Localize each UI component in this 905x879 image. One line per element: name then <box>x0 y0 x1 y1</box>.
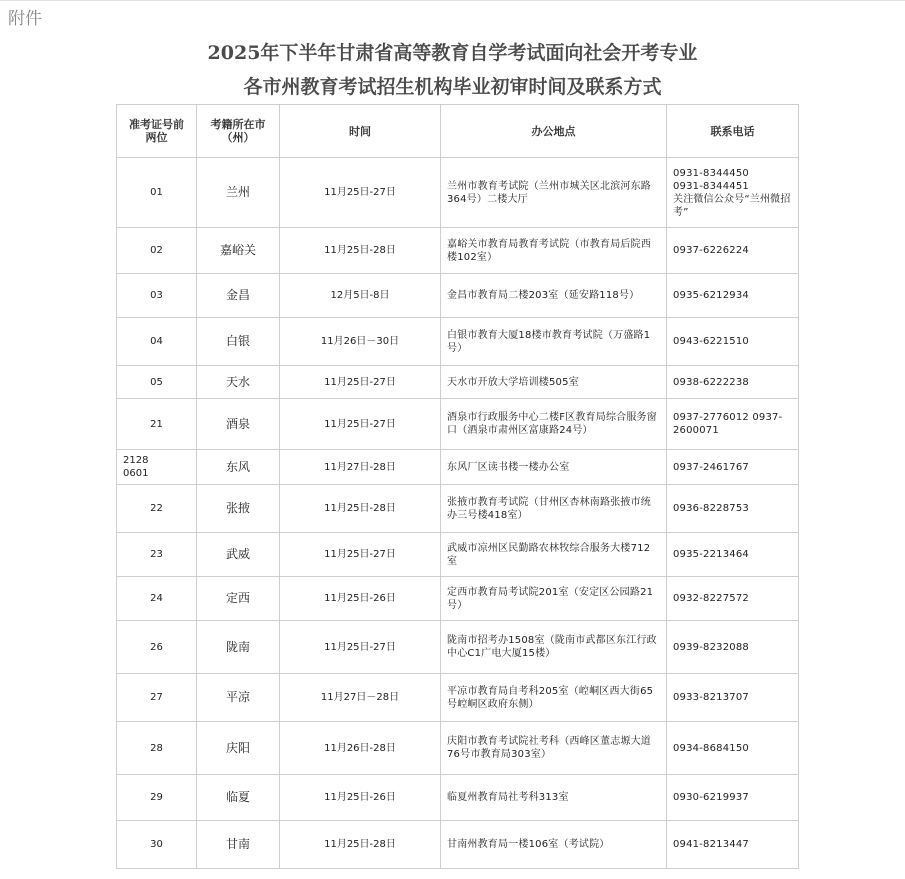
city-cell: 酒泉 <box>197 399 280 450</box>
address-cell: 庆阳市教育考试院社考科（西峰区董志塬大道76号市教育局303室） <box>441 722 667 775</box>
address-cell: 武威市凉州区民勤路农林牧综合服务大楼712室 <box>441 533 667 577</box>
city-cell: 张掖 <box>197 485 280 533</box>
table-header-row <box>117 105 799 158</box>
table-row <box>117 821 799 869</box>
table-row <box>117 577 799 621</box>
city-cell: 平凉 <box>197 674 280 722</box>
table-row <box>117 399 799 450</box>
phone-cell: 0935-2213464 <box>667 533 799 577</box>
time-cell: 11月25日-28日 <box>280 821 441 869</box>
exam-number-prefix-cell: 02 <box>117 228 197 274</box>
table-row <box>117 318 799 366</box>
address-cell: 嘉峪关市教育局教育考试院（市教育局后院西楼102室） <box>441 228 667 274</box>
time-cell: 11月26日－30日 <box>280 318 441 366</box>
header-registration-city: 考籍所在市 （州） <box>197 105 280 158</box>
exam-number-prefix-cell: 22 <box>117 485 197 533</box>
header-time: 时间 <box>280 105 441 158</box>
phone-cell: 0939-8232088 <box>667 621 799 674</box>
exam-number-prefix-cell: 03 <box>117 274 197 318</box>
phone-cell: 0937-6226224 <box>667 228 799 274</box>
city-cell: 天水 <box>197 366 280 399</box>
address-cell: 平凉市教育局自考科205室（崆峒区西大街65号崆峒区政府东侧） <box>441 674 667 722</box>
time-cell: 11月25日-28日 <box>280 228 441 274</box>
time-cell: 11月27日-28日 <box>280 450 441 485</box>
address-cell: 甘南州教育局一楼106室（考试院） <box>441 821 667 869</box>
phone-cell: 0937-2461767 <box>667 450 799 485</box>
address-cell: 陇南市招考办1508室（陇南市武都区东江行政中心C1广电大厦15楼） <box>441 621 667 674</box>
time-cell: 11月25日-26日 <box>280 775 441 821</box>
city-cell: 武威 <box>197 533 280 577</box>
header-exam-number-prefix: 准考证号前 两位 <box>117 105 197 158</box>
exam-number-prefix-cell: 2128 0601 <box>117 450 197 485</box>
time-cell: 11月25日-27日 <box>280 399 441 450</box>
city-cell: 嘉峪关 <box>197 228 280 274</box>
phone-cell: 0931-8344450 0931-8344451 关注微信公众号“兰州微招考” <box>667 158 799 228</box>
time-cell: 11月25日-28日 <box>280 485 441 533</box>
address-cell: 酒泉市行政服务中心二楼F区教育局综合服务窗口（酒泉市肃州区富康路24号） <box>441 399 667 450</box>
table-row <box>117 450 799 485</box>
time-cell: 11月25日-27日 <box>280 158 441 228</box>
exam-number-prefix-cell: 26 <box>117 621 197 674</box>
exam-number-prefix-cell: 05 <box>117 366 197 399</box>
address-cell: 张掖市教育考试院（甘州区杏林南路张掖市统办三号楼418室） <box>441 485 667 533</box>
time-cell: 11月26日-28日 <box>280 722 441 775</box>
table-row <box>117 274 799 318</box>
table-row <box>117 722 799 775</box>
exam-number-prefix-cell: 24 <box>117 577 197 621</box>
table-row <box>117 228 799 274</box>
review-schedule-table <box>116 104 799 869</box>
time-cell: 11月25日-26日 <box>280 577 441 621</box>
document-title-line-1: 2025年下半年甘肃省高等教育自学考试面向社会开考专业 <box>207 42 698 64</box>
table-row <box>117 366 799 399</box>
city-cell: 陇南 <box>197 621 280 674</box>
city-cell: 庆阳 <box>197 722 280 775</box>
city-cell: 临夏 <box>197 775 280 821</box>
table-row <box>117 621 799 674</box>
phone-cell: 0933-8213707 <box>667 674 799 722</box>
exam-number-prefix-cell: 21 <box>117 399 197 450</box>
phone-cell: 0938-6222238 <box>667 366 799 399</box>
city-cell: 甘南 <box>197 821 280 869</box>
address-cell: 金昌市教育局二楼203室（延安路118号） <box>441 274 667 318</box>
header-office-address: 办公地点 <box>441 105 667 158</box>
exam-number-prefix-cell: 04 <box>117 318 197 366</box>
time-cell: 12月5日-8日 <box>280 274 441 318</box>
phone-cell: 0937-2776012 0937-2600071 <box>667 399 799 450</box>
city-cell: 兰州 <box>197 158 280 228</box>
exam-number-prefix-cell: 23 <box>117 533 197 577</box>
city-cell: 白银 <box>197 318 280 366</box>
city-cell: 金昌 <box>197 274 280 318</box>
address-cell: 定西市教育局考试院201室（安定区公园路21号） <box>441 577 667 621</box>
address-cell: 白银市教育大厦18楼市教育考试院（万盛路1号） <box>441 318 667 366</box>
top-divider <box>0 0 905 1</box>
address-cell: 临夏州教育局社考科313室 <box>441 775 667 821</box>
city-cell: 东风 <box>197 450 280 485</box>
document-title-line-2: 各市州教育考试招生机构毕业初审时间及联系方式 <box>243 76 662 98</box>
table-row <box>117 674 799 722</box>
time-cell: 11月25日-27日 <box>280 366 441 399</box>
address-cell: 兰州市教育考试院（兰州市城关区北滨河东路364号）二楼大厅 <box>441 158 667 228</box>
exam-number-prefix-cell: 30 <box>117 821 197 869</box>
phone-cell: 0941-8213447 <box>667 821 799 869</box>
header-contact-phone: 联系电话 <box>667 105 799 158</box>
phone-cell: 0934-8684150 <box>667 722 799 775</box>
time-cell: 11月27日－28日 <box>280 674 441 722</box>
address-cell: 东风厂区读书楼一楼办公室 <box>441 450 667 485</box>
city-cell: 定西 <box>197 577 280 621</box>
table-row <box>117 158 799 228</box>
attachment-label: 附件 <box>8 9 42 29</box>
exam-number-prefix-cell: 01 <box>117 158 197 228</box>
table-row <box>117 775 799 821</box>
phone-cell: 0932-8227572 <box>667 577 799 621</box>
table-row <box>117 485 799 533</box>
exam-number-prefix-cell: 27 <box>117 674 197 722</box>
phone-cell: 0935-6212934 <box>667 274 799 318</box>
time-cell: 11月25日-27日 <box>280 621 441 674</box>
exam-number-prefix-cell: 29 <box>117 775 197 821</box>
table-row <box>117 533 799 577</box>
phone-cell: 0930-6219937 <box>667 775 799 821</box>
exam-number-prefix-cell: 28 <box>117 722 197 775</box>
phone-cell: 0943-6221510 <box>667 318 799 366</box>
address-cell: 天水市开放大学培训楼505室 <box>441 366 667 399</box>
time-cell: 11月25日-27日 <box>280 533 441 577</box>
phone-cell: 0936-8228753 <box>667 485 799 533</box>
